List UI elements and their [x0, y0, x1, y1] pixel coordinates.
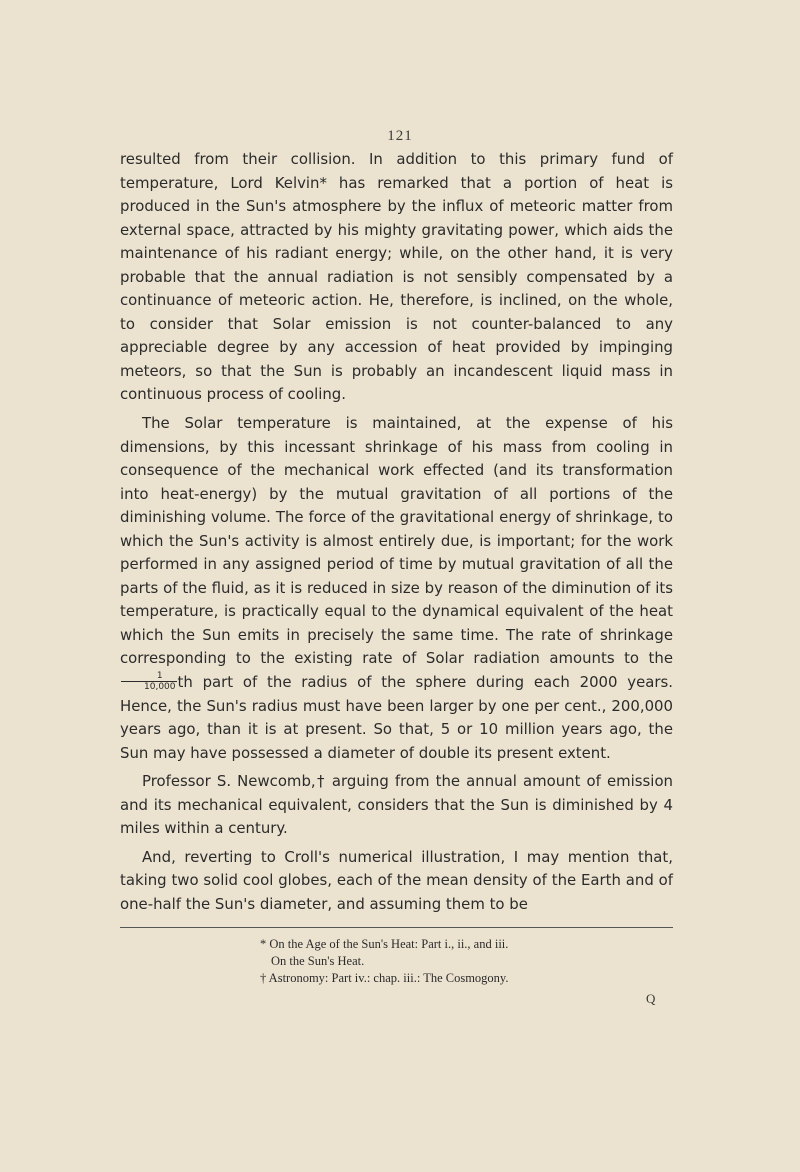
paragraph-text-after-fraction: th part of the radius of the sphere during each 2000 years. Hence, the Sun's radius must have been larger by one per cent., 200,000 years ago, than it is at present. So that, 5 or 10 million years ago, the Sun may have possessed a diameter of double its present extent. [120, 673, 673, 762]
paragraph-continuation: resulted from their collision. In addition to this primary fund of temperature, Lord Kelvin* has remarked that a portion of heat is produced in the Sun's atmosphere by the influx of meteoric matter from external space, attracted by his mighty gravitating power, which aids the maintenance of his radiant energy; while, on the other hand, it is very probable that the annual radiation is not sensibly compensated by a continuance of meteoric action. He, therefore, is inclined, on the whole, to consider that Solar emission is not counter-balanced to any appreciable degree by any accession of heat provided by impinging meteors, so that the Sun is probably an incandescent liquid mass in continuous process of cooling. [120, 150, 673, 404]
fraction-numerator: 1 [121, 671, 177, 682]
footnote-kelvin-continued: On the Sun's Heat. [271, 954, 365, 968]
paragraph-solar-temperature [120, 412, 673, 765]
body-text [120, 148, 673, 922]
page-number: 121 [387, 128, 413, 144]
footnote-divider [120, 927, 673, 928]
footnote-newcomb: † Astronomy: Part iv.: chap. iii.: The Cosmogony. [260, 971, 509, 985]
fraction-denominator: 10,000 [144, 682, 176, 693]
paragraph-newcomb: Professor S. Newcomb,† arguing from the annual amount of emission and its mechanical equivalent, considers that the Sun is diminished by 4 miles within a century. [120, 772, 673, 838]
signature-mark: Q [646, 991, 656, 1006]
footnotes [260, 936, 680, 987]
paragraph-text-before-fraction: The Solar temperature is maintained, at the expense of his dimensions, by this incessant shrinkage of his mass from cooling in consequence of the mechanical work effected (and its transformation into heat-energy) by the mutual gravitation of all portions of the diminishing volume. The force of the gravitational energy of shrinkage, to which the Sun's activity is almost entirely due, is important; for the work performed in any assigned period of time by mutual gravitation of all the parts of the fluid, as it is reduced in size by reason of the diminution of its temperature, is practically equal to the dynamical equivalent of the heat which the Sun emits in precisely the same time. The rate of shrinkage corresponding to the existing rate of Solar radiation amounts to the [120, 414, 673, 668]
paragraph-croll: And, reverting to Croll's numerical illustration, I may mention that, taking two solid cool globes, each of the mean density of the Earth and of one-half the Sun's diameter, and assuming them to be [120, 847, 673, 913]
fraction [121, 671, 177, 692]
footnote-kelvin: * On the Age of the Sun's Heat: Part i., ii., and iii. [260, 937, 509, 951]
